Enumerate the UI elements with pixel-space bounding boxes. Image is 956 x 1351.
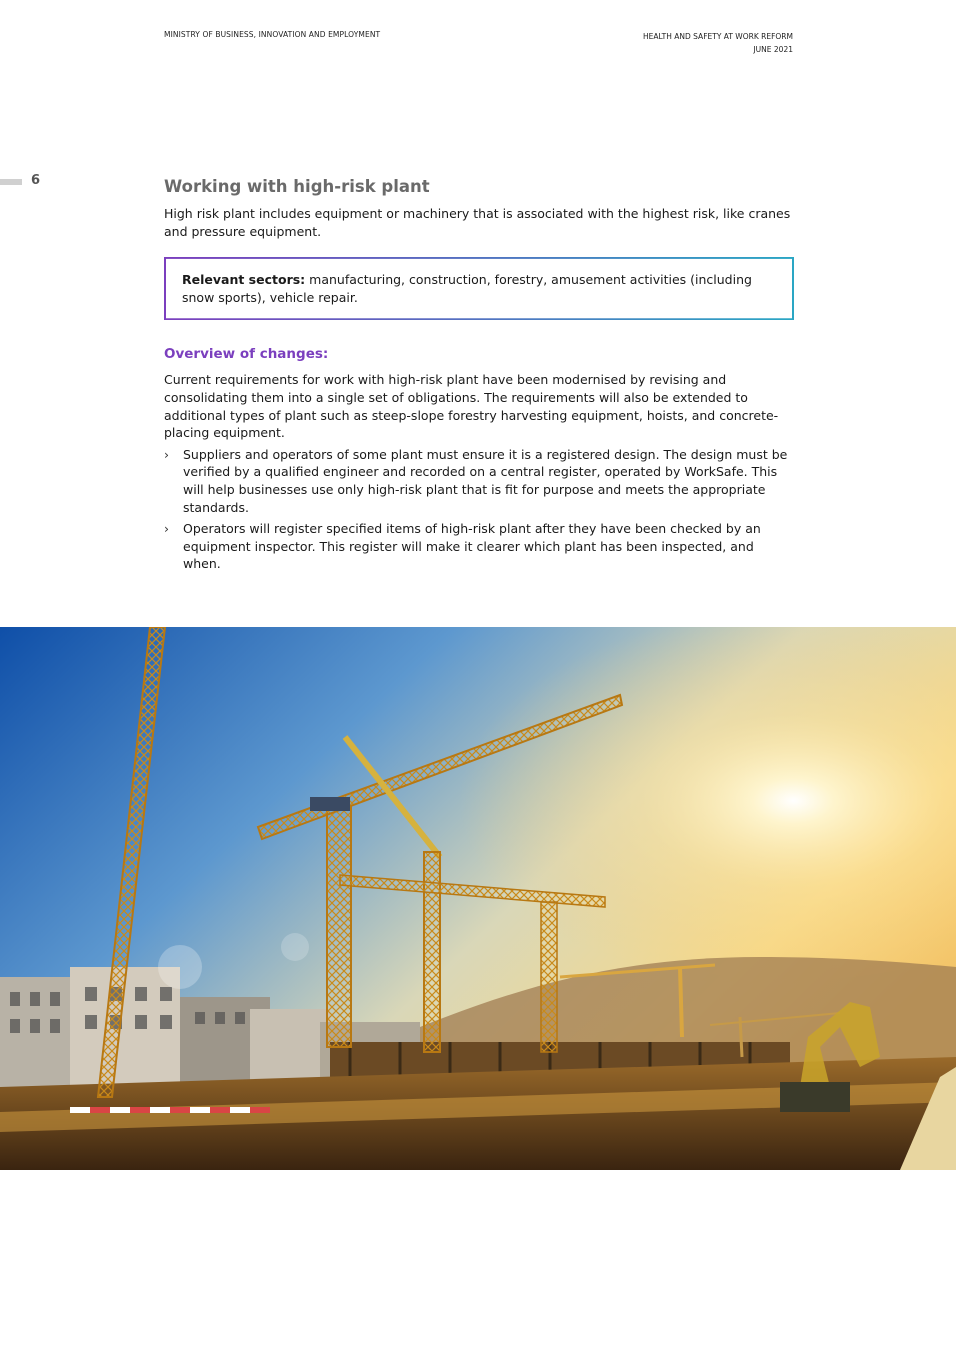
list-item — [164, 446, 794, 516]
list-item — [164, 520, 794, 573]
overview-bullet-list — [164, 446, 794, 573]
header-date: JUNE 2021 — [753, 45, 793, 54]
header-document-info — [643, 30, 793, 56]
sectors-label: Relevant sectors: — [182, 272, 306, 288]
header-document-title: HEALTH AND SAFETY AT WORK REFORM — [643, 32, 793, 41]
sectors-text — [182, 271, 776, 306]
main-content — [164, 176, 794, 577]
chevron-bullet-icon: › — [164, 521, 169, 537]
list-item-text: Operators will register specified items of high-risk plant after they have been checked by an equipment inspector. This register will make it clearer which plant has been inspected, and when. — [183, 521, 761, 572]
construction-site-photo — [0, 627, 956, 1170]
overview-heading: Overview of changes: — [164, 346, 329, 363]
sectors-list: manufacturing, construction, forestry, amusement activities (including snow sports), vehicle repair. — [182, 272, 752, 305]
section-heading: Working with high-risk plant — [164, 177, 430, 196]
page-marker-tab — [0, 179, 22, 185]
list-item-text: Suppliers and operators of some plant must ensure it is a registered design. The design must be verified by a qualified engineer and recorded on a central register, operated by WorkSafe. This will help businesses use only high-risk plant that is fit for purpose and meets the appropriate standards. — [183, 446, 788, 515]
section-intro: High risk plant includes equipment or machinery that is associated with the highest risk, like cranes and pressure equipment. — [164, 206, 791, 239]
page-number: 6 — [31, 173, 41, 188]
header-organisation: MINISTRY OF BUSINESS, INNOVATION AND EMPLOYMENT — [164, 30, 381, 39]
overview-paragraph: Current requirements for work with high-risk plant have been modernised by revising and consolidating them into a single set of obligations. The requirements will also be extended to additional types of plant such as steep-slope forestry harvesting equipment, hoists, and concrete-placing equipment. — [164, 372, 779, 441]
chevron-bullet-icon: › — [164, 446, 169, 462]
relevant-sectors-box — [164, 257, 794, 320]
